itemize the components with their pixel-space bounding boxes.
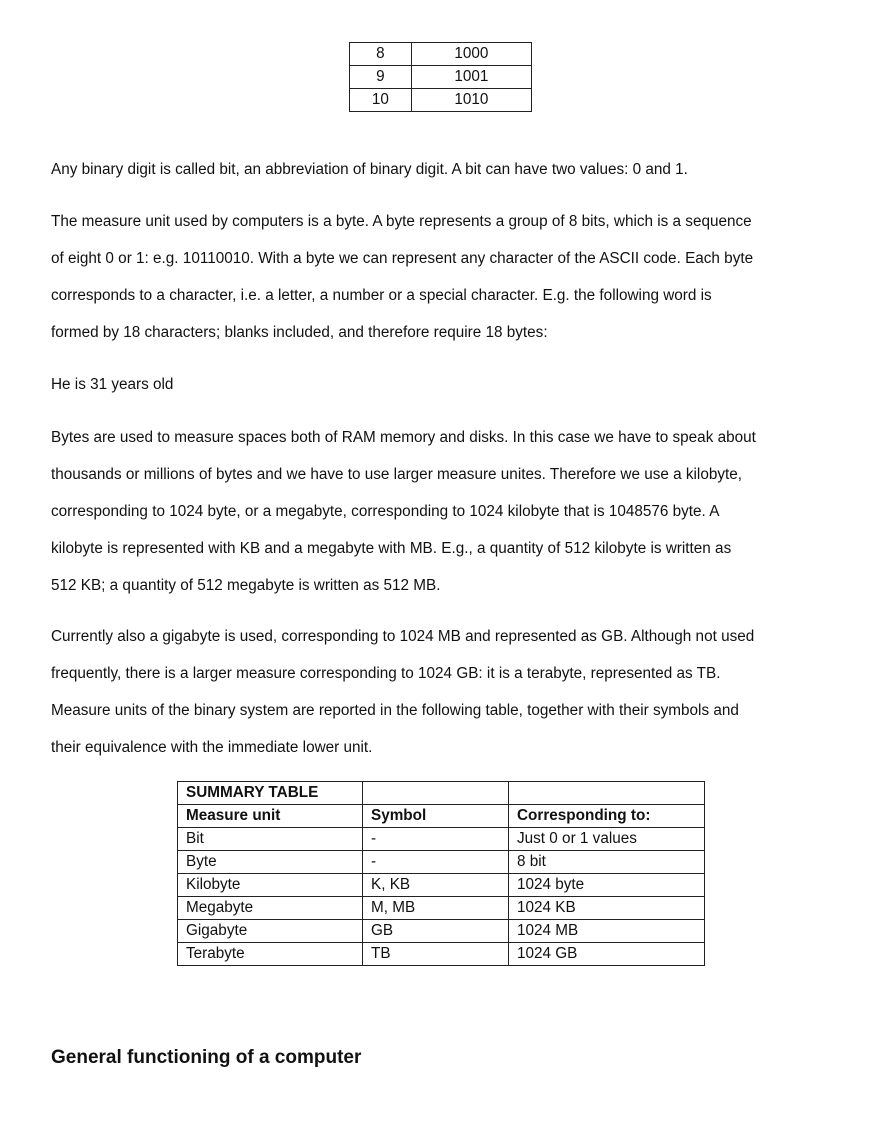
table-cell: - [363, 828, 509, 851]
text-line: of eight 0 or 1: e.g. 10110010. With a byte we can represent any character of the ASCII code. Each byte [51, 250, 754, 267]
table-cell: K, KB [363, 874, 509, 897]
text-line: corresponding to 1024 byte, or a megabyte, corresponding to 1024 kilobyte that is 1048576 byte. A [51, 503, 720, 520]
text-line: Measure units of the binary system are reported in the following table, together with their symbols and [51, 702, 739, 719]
section-heading: General functioning of a computer [51, 1047, 362, 1068]
paragraph-gigabyte [51, 618, 754, 766]
table-cell: TB [363, 943, 509, 966]
text-line: He is 31 years old [51, 376, 174, 393]
text-line: The measure unit used by computers is a byte. A byte represents a group of 8 bits, which is a sequence [51, 213, 752, 230]
table-header-row [178, 805, 705, 828]
table-row [178, 874, 705, 897]
paragraph-bit [51, 151, 688, 188]
example-text [51, 366, 173, 403]
paragraph-byte [51, 203, 753, 351]
table-cell: 1024 KB [509, 897, 705, 920]
table-cell: Bit [178, 828, 363, 851]
table-cell: M, MB [363, 897, 509, 920]
table-cell: 8 bit [509, 851, 705, 874]
table-cell: Terabyte [178, 943, 363, 966]
text-line: 512 KB; a quantity of 512 megabyte is written as 512 MB. [51, 577, 441, 594]
table-row [350, 43, 532, 66]
table-title: SUMMARY TABLE [178, 782, 363, 805]
header-cell: Corresponding to: [509, 805, 705, 828]
table-cell: 1001 [411, 66, 531, 89]
table-row [350, 89, 532, 112]
table-cell: 9 [350, 66, 412, 89]
text-line: thousands or millions of bytes and we have to use larger measure unites. Therefore we use a kilobyte, [51, 466, 743, 483]
text-line: kilobyte is represented with KB and a megabyte with MB. E.g., a quantity of 512 kilobyte is written as [51, 540, 732, 557]
table-cell: Kilobyte [178, 874, 363, 897]
table-cell: GB [363, 920, 509, 943]
table-cell: 1010 [411, 89, 531, 112]
table-row [178, 828, 705, 851]
table-cell: 10 [350, 89, 412, 112]
table-row [178, 897, 705, 920]
table-cell: 1024 byte [509, 874, 705, 897]
text-line: Any binary digit is called bit, an abbreviation of binary digit. A bit can have two values: 0 and 1. [51, 161, 688, 178]
table-cell: 1024 GB [509, 943, 705, 966]
table-cell: Just 0 or 1 values [509, 828, 705, 851]
text-line: their equivalence with the immediate lower unit. [51, 739, 373, 756]
binary-table [349, 42, 532, 112]
table-title-row [178, 782, 705, 805]
table-row [350, 66, 532, 89]
paragraph-kilobyte [51, 419, 756, 604]
text-line: Bytes are used to measure spaces both of RAM memory and disks. In this case we have to speak about [51, 429, 756, 446]
table-cell: 8 [350, 43, 412, 66]
table-cell: Byte [178, 851, 363, 874]
table-cell: 1024 MB [509, 920, 705, 943]
header-cell: Measure unit [178, 805, 363, 828]
table-row [178, 851, 705, 874]
header-cell: Symbol [363, 805, 509, 828]
summary-table [177, 781, 705, 966]
text-line: Currently also a gigabyte is used, corresponding to 1024 MB and represented as GB. Although not used [51, 628, 755, 645]
text-line: corresponds to a character, i.e. a letter, a number or a special character. E.g. the following word is [51, 287, 712, 304]
text-line: frequently, there is a larger measure corresponding to 1024 GB: it is a terabyte, represented as TB. [51, 665, 721, 682]
table-cell: - [363, 851, 509, 874]
table-row [178, 943, 705, 966]
table-row [178, 920, 705, 943]
table-cell: 1000 [411, 43, 531, 66]
text-line: formed by 18 characters; blanks included, and therefore require 18 bytes: [51, 324, 548, 341]
table-cell: Gigabyte [178, 920, 363, 943]
table-cell: Megabyte [178, 897, 363, 920]
